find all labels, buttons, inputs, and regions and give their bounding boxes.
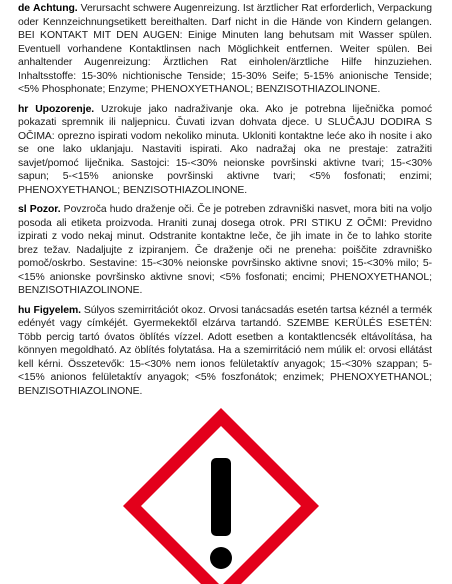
language-code: hu (18, 304, 31, 316)
signal-word: Figyelem. (33, 304, 82, 316)
exclamation-dot (210, 547, 232, 569)
section-de (18, 2, 432, 97)
section-hu (18, 304, 432, 399)
hazard-text: Povzroča hudo draženje oči. Če je potreben zdravniški nasvet, mora biti na voljo posoda ali etiketa proizvoda. Hraniti zunaj dosega otrok. PRI STIKU Z OČMI: Previdno izpirati z vodo nekaj minut. Odstranite kontaktne leče, če jih imate in če to lahko storite brez težav. Nadaljujte z izpiranjem. Če draženje oči ne preneha: poiščite zdravniško pomoč/oskrbo. Sestavine: 15-<30% neionske površinsko aktivne snovi; 15-<30% milo; 5-<15% anionske površinsko aktivne snovi; <5% fosfonati; encimi; PHENOXYETHANOL; BENZISOTHIAZOLINONE. (18, 204, 432, 296)
signal-word: Achtung. (33, 3, 78, 14)
hazard-text: Uzrokuje jako nadraživanje oka. Ako je potrebna liječnička pomoć pokazati spremnik ili naljepnicu. Čuvati izvan dohvata djece. U SLUČAJU DODIRA S OČIMA: oprezno ispirati vodom nekoliko minuta. Ukloniti kontaktne leće ako ih nosite i ako se one lako uklanjaju. Nastaviti ispirati. Ako nadražaj oka ne prestaje: zatražiti savjet/pomoć liječnika. Sastojci: 15-<30% neionske površinski aktivne tvari; 15-<30% sapun; 5-<15% anionske površinski aktivne tvari; <5% fosfonati; enzimi; PHENOXYETHANOL; BENZISOTHIAZOLINONE. (18, 103, 432, 196)
exclamation-bar (211, 458, 231, 536)
label-text-block (18, 2, 432, 404)
signal-word: Upozorenje. (35, 103, 95, 115)
hazard-text: Súlyos szemirritációt okoz. Orvosi tanácsadás esetén tartsa kéznél a termék edényét vagy címkéjét. Gyermekektől elzárva tartandó. SZEMBE KERÜLÉS ESETÉN: Több percig tartó óvatos öblítés vízzel. Adott esetben a kontaktlencsék eltávolítása, ha könnyen megoldható. Az öblítés folytatása. Ha a szemirritáció nem múlik el: orvosi ellátást kell kérni. Összetevők: 15-<30% nem ionos felületaktív anyagok; 15-<30% szappan; 5-<15% anionos felületaktív anyagok; <5% foszfonátok; enzimek; PHENOXYETHANOL; BENZISOTHIAZOLINONE. (18, 304, 432, 397)
hazard-text: Verursacht schwere Augenreizung. Ist ärztlicher Rat erforderlich, Verpackung oder Kennzeichnungsetikett bereithalten. Darf nicht in die Hände von Kindern gelangen. BEI KONTAKT MIT DEN AUGEN: Einige Minuten lang behutsam mit Wasser spülen. Eventuell vorhandene Kontaktlinsen nach Möglichkeit entfernen. Weiter spülen. Bei anhaltender Augenreizung: Ärztlichen Rat einholen/ärztliche Hilfe hinzuziehen. Inhaltsstoffe: 15-30% nichtionische Tenside; 15-30% Seife; 5-15% anionische Tenside; <5% Phosphonate; Enzyme; PHENOXYETHANOL; BENZISOTHIAZOLINONE. (18, 3, 432, 95)
section-hr (18, 103, 432, 198)
language-code: sl (18, 204, 27, 215)
language-code: de (18, 3, 31, 14)
section-sl (18, 203, 432, 298)
signal-word: Pozor. (29, 204, 61, 215)
language-code: hr (18, 103, 29, 115)
exclamation-mark-hazard-icon (116, 404, 326, 584)
